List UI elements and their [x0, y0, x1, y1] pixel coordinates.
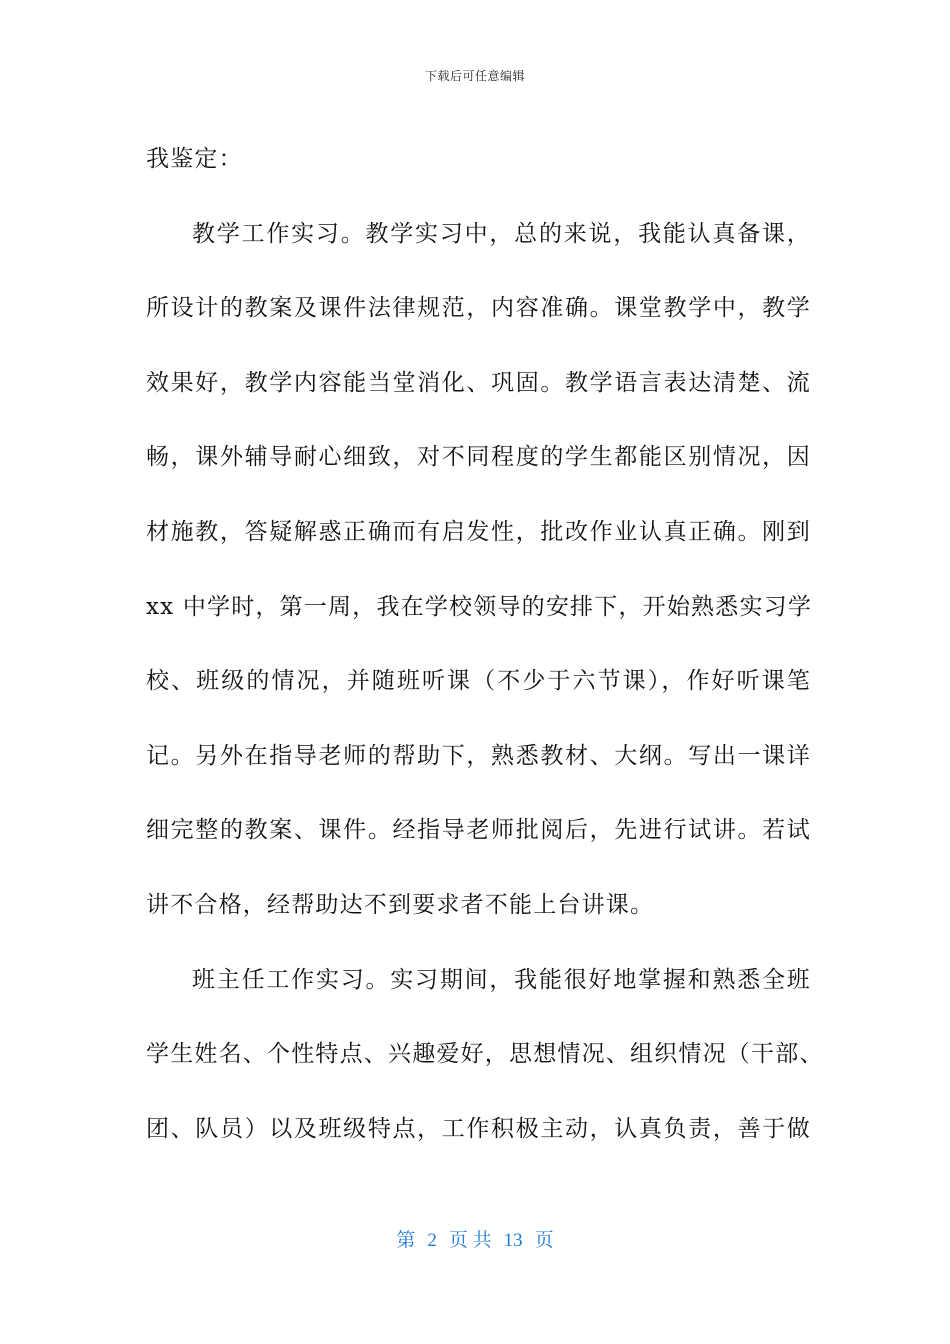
text-line: 材施教，答疑解惑正确而有启发性，批改作业认真正确。刚到: [146, 518, 811, 545]
text-line: 我鉴定：: [146, 146, 243, 172]
text-line: 教学工作实习。教学实习中，总的来说，我能认真备课，: [192, 220, 811, 247]
footer-middle: 页 共: [448, 1230, 492, 1251]
page-footer: [0, 1225, 950, 1252]
text-line: 学生姓名、个性特点、兴趣爱好，思想情况、组织情况（干部、: [146, 1041, 824, 1068]
text-line: 所设计的教案及课件法律规范，内容准确。课堂教学中，教学: [146, 295, 811, 322]
text-line: 效果好，教学内容能当堂消化、巩固。教学语言表达清楚、流: [146, 369, 811, 396]
text-line: 团、队员）以及班级特点，工作积极主动，认真负责，善于做: [146, 1115, 811, 1142]
text-line: 畅，课外辅导耐心细致，对不同程度的学生都能区别情况，因: [146, 444, 811, 471]
text-line: 班主任工作实习。实习期间，我能很好地掌握和熟悉全班: [192, 966, 811, 993]
text-line: 记。另外在指导老师的帮助下，熟悉教材、大纲。写出一课详: [146, 742, 811, 769]
text-line: 校、班级的情况，并随班听课（不少于六节课），作好听课笔: [146, 668, 811, 695]
footer-total-pages: 13: [503, 1230, 523, 1251]
text-line: 讲不合格，经帮助达不到要求者不能上台讲课。: [146, 891, 655, 918]
text-line: 细完整的教案、课件。经指导老师批阅后，先进行试讲。若试: [146, 817, 811, 844]
footer-prefix: 第: [396, 1230, 416, 1251]
footer-suffix: 页: [534, 1230, 554, 1251]
body-text: [146, 122, 824, 1166]
footer-page-number: 2: [427, 1230, 437, 1251]
header-note: 下载后可任意编辑: [424, 69, 525, 83]
text-line: xx 中学时，第一周，我在学校领导的安排下，开始熟悉实习学: [146, 593, 813, 620]
